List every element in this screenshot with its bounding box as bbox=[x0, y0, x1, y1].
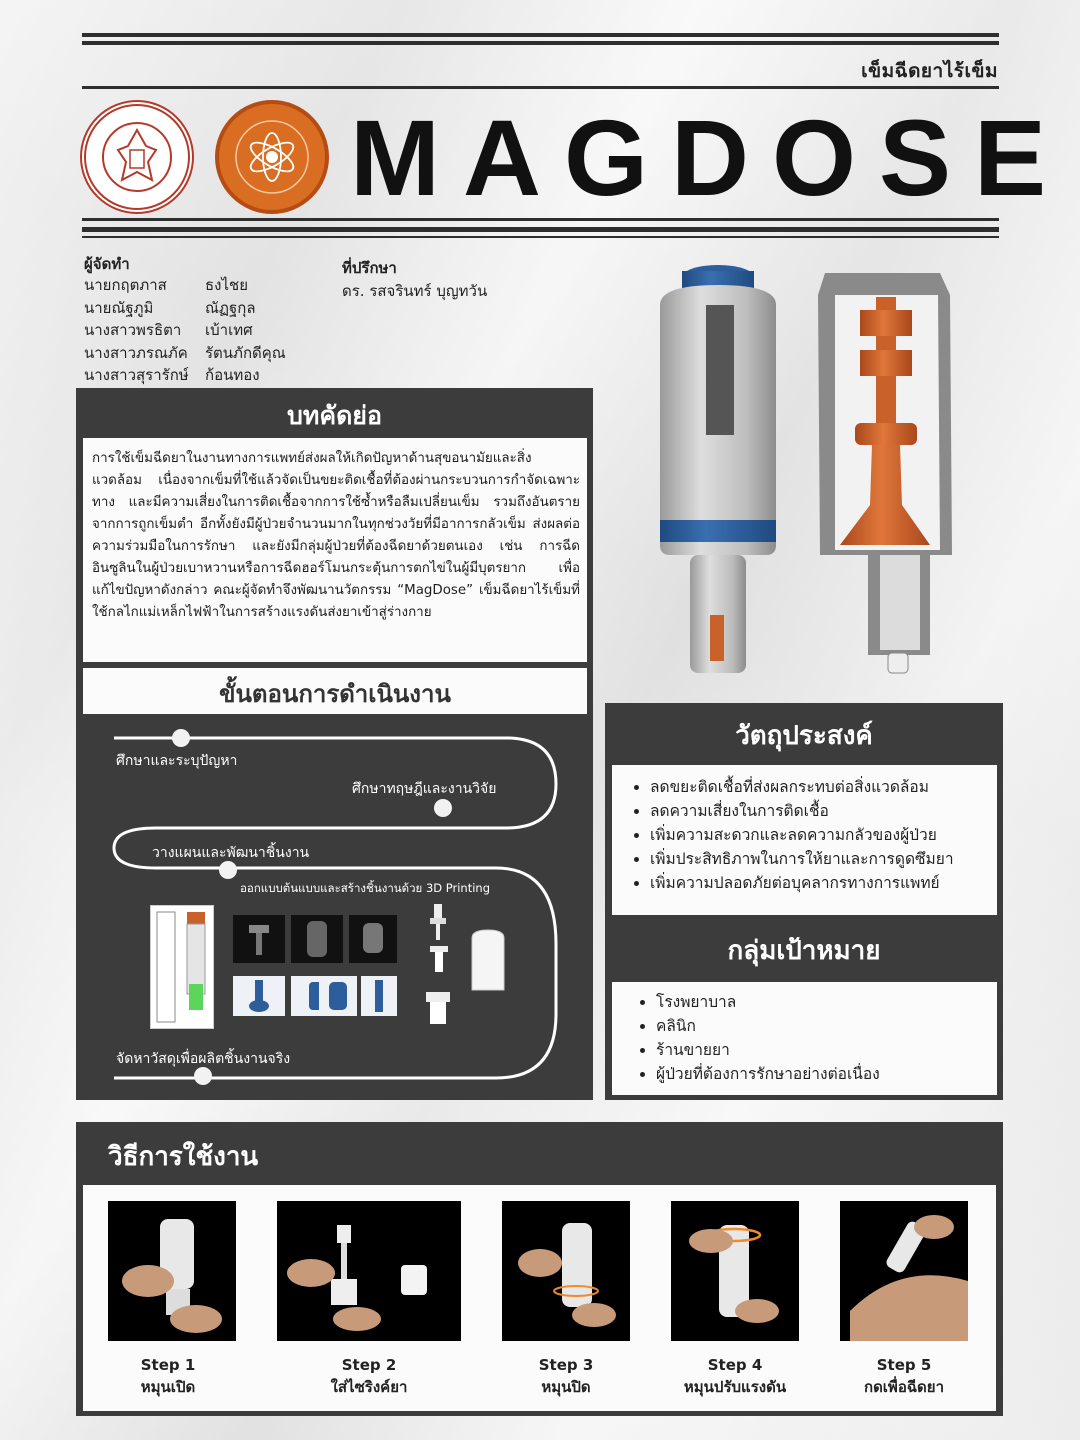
header-rule-top-2 bbox=[82, 41, 999, 45]
objective-item: • เพิ่มความปลอดภัยต่อบุคลากรทางการแพทย์ bbox=[650, 871, 997, 895]
team-member: นางสาวสุรารักษ์ ก้อนทอง bbox=[84, 366, 260, 384]
team-member: นางสาวพรธิตา เบ้าเทศ bbox=[84, 321, 253, 339]
usage-step-3: Step 3 หมุนปิด bbox=[538, 1356, 594, 1396]
process-step-2: ศึกษาทฤษฎีและงานวิจัย bbox=[352, 781, 497, 797]
prototype-blue-part-1 bbox=[233, 976, 285, 1016]
advisor-name: ดร. รสจรินทร์ บุญทวัน bbox=[342, 282, 488, 300]
university-seal-logo bbox=[80, 100, 194, 214]
header-subtitle: เข็มฉีดยาไร้เข็ม bbox=[861, 60, 998, 82]
usage-photo-5 bbox=[840, 1201, 968, 1341]
target-item: • โรงพยาบาล bbox=[656, 990, 997, 1014]
team-list bbox=[84, 274, 286, 387]
usage-title: วิธีการใช้งาน bbox=[108, 1142, 259, 1172]
process-step-5: จัดหาวัสดุเพื่อผลิตชิ้นงานจริง bbox=[116, 1051, 291, 1067]
team-member: นางสาวภรณภัค รัตนภักดีคุณ bbox=[84, 343, 286, 362]
product-render bbox=[640, 255, 980, 685]
prototype-drawing-image bbox=[150, 905, 214, 1029]
target-item: • คลินิก bbox=[656, 1014, 997, 1038]
header-rule-bottom-2 bbox=[82, 227, 999, 232]
process-step-4: ออกแบบต้นแบบและสร้างชิ้นงานด้วย 3D Printing bbox=[240, 881, 491, 895]
objective-item: • ลดขยะติดเชื้อที่ส่งผลกระทบต่อสิ่งแวดล้อม bbox=[650, 775, 997, 799]
abstract-text: การใช้เข็มฉีดยาในงานทางการแพทย์ส่งผลให้เกิดปัญหาด้านสุขอนามัยและสิ่งแวดล้อม เนื่องจากเข็มที่ใช้แล้วจัดเป็นขยะติดเชื้อที่ต้องผ่านกระบวนการกำจัดเฉพาะทาง และมีความเสี่ยงในการติดเชื้อจากการใช้ซ้ำหรือลืมเปลี่ยนเข็ม รวมถึงอันตรายจากการถูกเข็มตำ อีกทั้งยังมีผู้ป่วยจำนวนมากในทุกช่วงวัยที่มีอาการกลัวเข็ม ส่งผลต่อความร่วมมือในการรักษา และยังมีกลุ่มผู้ป่วยที่ต้องฉีดยาด้วยตนเอง เช่น การฉีดอินซูลินในผู้ป่วยเบาหวานหรือการฉีดฮอร์โมนกระตุ้นการตกไข่ในผู้มีบุตรยาก เพื่อแก้ไขปัญหาดังกล่าว คณะผู้จัดทำจึงพัฒนานวัตกรรม “MagDose” เข็มฉีดยาไร้เข็มที่ใช้กลไกแม่เหล็กไฟฟ้าในการสร้างแรงดันส่งยาเข้าสู่ร่างกาย bbox=[92, 451, 580, 620]
usage-step-1: Step 1 หมุนเปิด bbox=[140, 1356, 196, 1396]
header-rule-bottom-3 bbox=[82, 236, 999, 238]
usage-photo-4 bbox=[671, 1201, 799, 1341]
process-step-3: วางแผนและพัฒนาชิ้นงาน bbox=[152, 845, 310, 861]
header-rule-top-1 bbox=[82, 33, 999, 37]
usage-step-4: Step 4 หมุนปรับแรงดัน bbox=[683, 1356, 787, 1396]
target-title: กลุ่มเป้าหมาย bbox=[727, 936, 881, 966]
usage-photo-3 bbox=[502, 1201, 630, 1341]
objectives-body bbox=[612, 765, 997, 915]
objectives-title: วัตถุประสงค์ bbox=[735, 721, 873, 751]
target-item: • ผู้ป่วยที่ต้องการรักษาอย่างต่อเนื่อง bbox=[656, 1062, 997, 1086]
brand-title: MAGDOSE bbox=[350, 97, 1070, 218]
prototype-render-dark-3 bbox=[349, 915, 397, 963]
target-item: • ร้านขายยา bbox=[656, 1038, 997, 1062]
usage-step-2: Step 2 ใส่ไซริงค์ยา bbox=[330, 1356, 408, 1396]
prototype-white-parts bbox=[420, 900, 520, 1030]
usage-photo-1 bbox=[108, 1201, 236, 1341]
objective-item: • เพิ่มประสิทธิภาพในการให้ยาและการดูดซึมยา bbox=[650, 847, 997, 871]
team-member: นายณัฐภูมิ ณัฏฐกุล bbox=[84, 298, 256, 317]
faculty-seal-logo bbox=[215, 100, 329, 214]
prototype-blue-part-4 bbox=[361, 976, 397, 1016]
target-body bbox=[612, 982, 997, 1095]
objective-item: • เพิ่มความสะดวกและลดความกลัวของผู้ป่วย bbox=[650, 823, 997, 847]
team-title: ผู้จัดทำ bbox=[84, 255, 130, 273]
header-rule-bottom-1 bbox=[82, 218, 999, 221]
team-member: นายกฤตภาส ธงไชย bbox=[84, 276, 248, 294]
process-step-1: ศึกษาและระบุปัญหา bbox=[116, 753, 238, 769]
usage-photo-2 bbox=[277, 1201, 461, 1341]
prototype-render-dark-1 bbox=[233, 915, 285, 963]
advisor-title: ที่ปรึกษา bbox=[342, 259, 397, 277]
header-rule-mid bbox=[82, 86, 999, 89]
process-title: ขั้นตอนการดำเนินงาน bbox=[219, 680, 451, 708]
objective-item: • ลดความเสี่ยงในการติดเชื้อ bbox=[650, 799, 997, 823]
abstract-title: บทคัดย่อ bbox=[287, 401, 382, 430]
prototype-blue-part-3 bbox=[319, 976, 357, 1016]
usage-step-5: Step 5 กดเพื่อฉีดยา bbox=[863, 1356, 945, 1396]
prototype-render-dark-2 bbox=[291, 915, 343, 963]
